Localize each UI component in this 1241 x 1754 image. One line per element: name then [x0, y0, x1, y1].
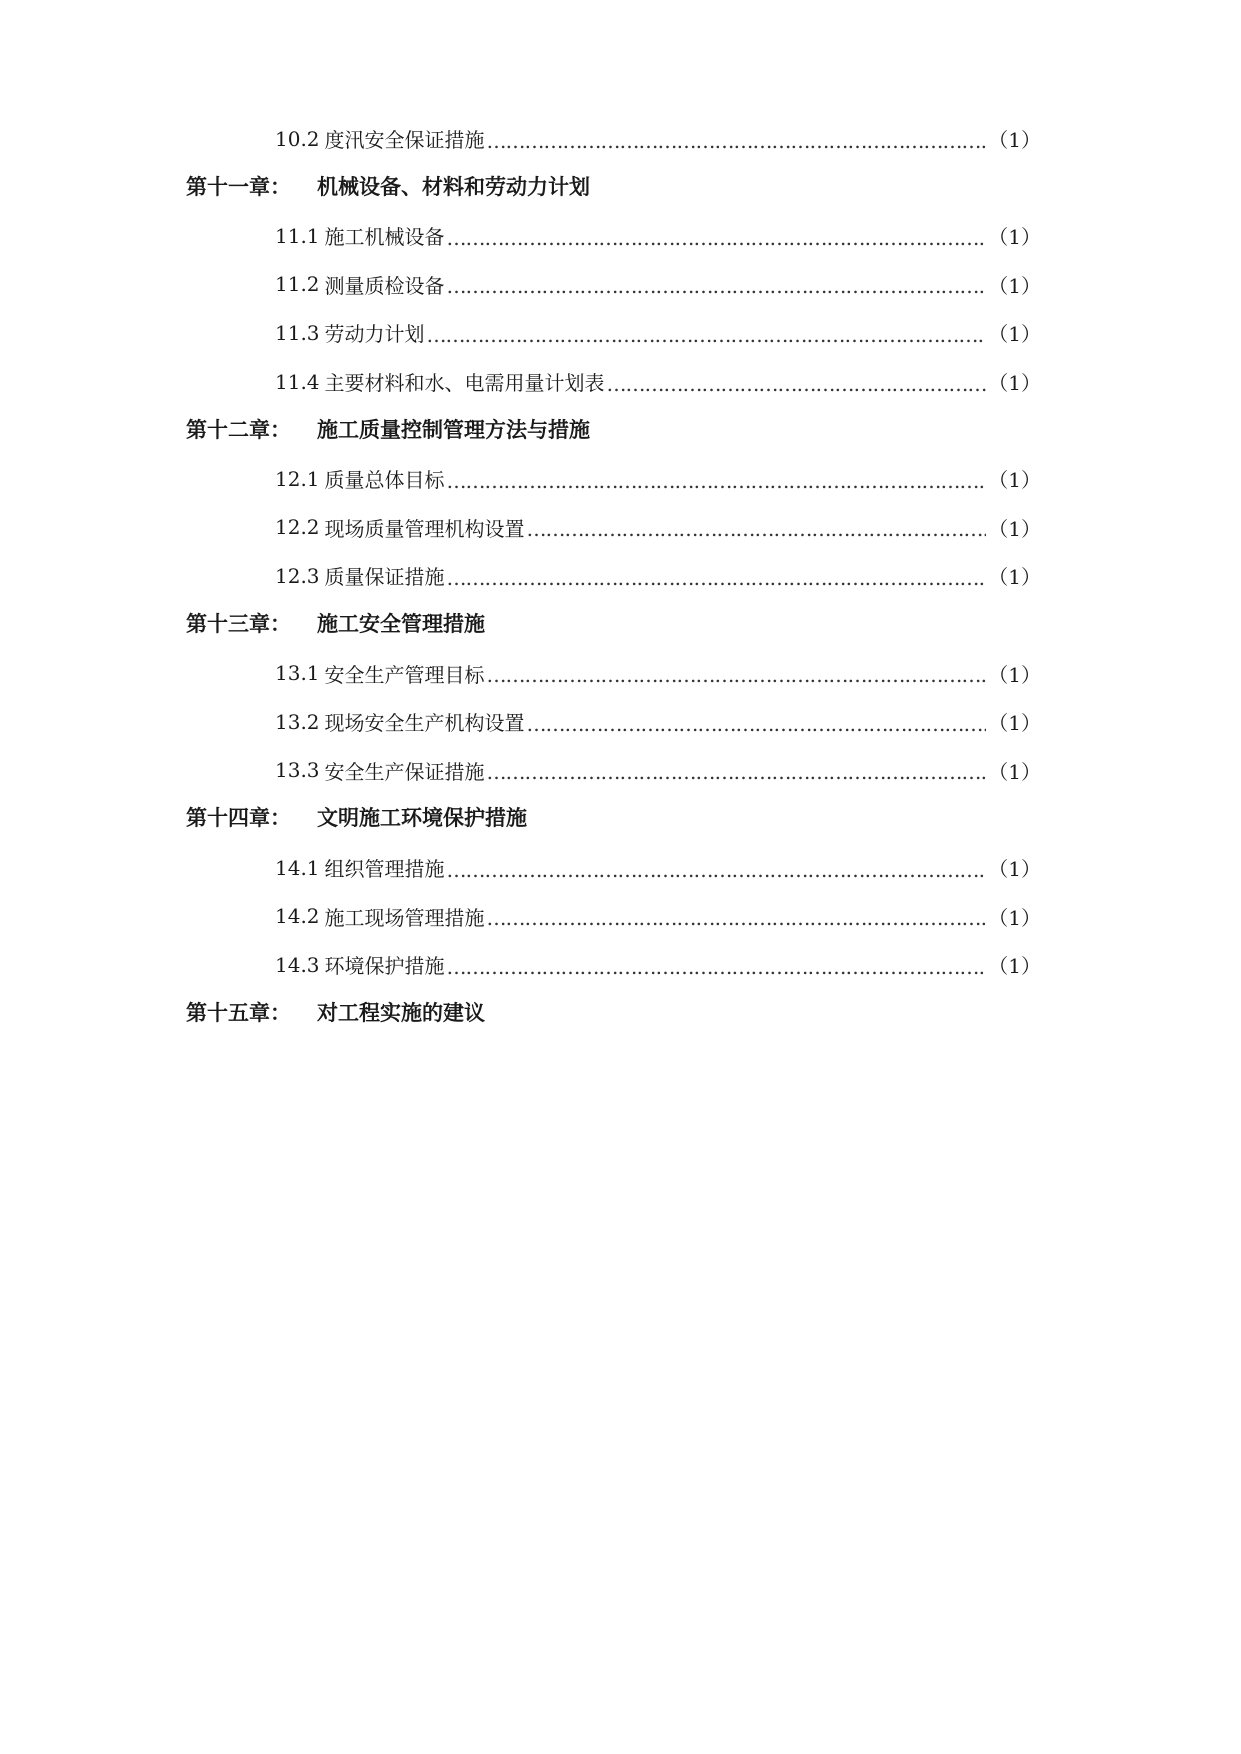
chapter-heading	[186, 794, 527, 843]
page-number: （1）	[988, 905, 1041, 930]
toc-chapter-heading	[0, 989, 1241, 1038]
chapter-title: 施工质量控制管理方法与措施	[317, 417, 590, 442]
toc-entry-line	[275, 940, 1041, 989]
toc-entry	[0, 940, 1241, 989]
section-title: 施工机械设备	[324, 225, 445, 250]
section-number: 14.1	[275, 855, 320, 880]
toc-entry-line	[275, 746, 1041, 795]
page-number: （1）	[988, 954, 1041, 979]
chapter-heading	[186, 406, 590, 455]
dot-leader	[487, 760, 987, 784]
toc-entry	[0, 357, 1241, 406]
section-title: 安全生产管理目标	[324, 662, 485, 687]
page-number: （1）	[988, 371, 1041, 395]
section-title: 环境保护措施	[324, 954, 445, 979]
toc-entry-line	[275, 114, 1041, 163]
section-number: 12.1	[275, 466, 320, 491]
toc-entry	[0, 746, 1241, 795]
section-title: 现场质量管理机构设置	[324, 516, 525, 541]
toc-entry-line	[275, 308, 1041, 357]
toc-entry-line	[275, 454, 1041, 503]
toc-entry	[0, 697, 1241, 746]
page-number: （1）	[988, 322, 1041, 347]
section-number: 12.3	[275, 563, 320, 588]
toc-entry-line	[275, 892, 1041, 941]
section-title: 测量质检设备	[324, 273, 445, 298]
toc-entry-line	[275, 843, 1041, 892]
toc-entry-line	[275, 697, 1041, 746]
toc-chapter-heading	[0, 163, 1241, 212]
page-number: （1）	[988, 128, 1041, 152]
section-number: 11.1	[275, 223, 320, 248]
section-title: 劳动力计划	[324, 322, 425, 347]
page-number: （1）	[988, 565, 1041, 590]
section-title: 度汛安全保证措施	[324, 128, 485, 152]
toc-entry	[0, 211, 1241, 260]
toc-entry	[0, 114, 1241, 163]
page-number: （1）	[988, 759, 1041, 784]
toc-entry-line	[275, 649, 1041, 698]
toc-entry	[0, 503, 1241, 552]
dot-leader	[447, 274, 987, 298]
section-number: 13.1	[275, 661, 320, 686]
section-number: 11.3	[275, 320, 320, 345]
dot-leader	[527, 517, 987, 541]
dot-leader	[607, 372, 987, 396]
section-title: 施工现场管理措施	[324, 905, 485, 930]
chapter-number: 第十三章：	[186, 612, 291, 636]
toc-chapter-heading	[0, 794, 1241, 843]
toc-entry-line	[275, 551, 1041, 600]
toc-entry	[0, 649, 1241, 698]
chapter-heading	[186, 163, 590, 212]
page-number: （1）	[988, 857, 1041, 881]
section-number: 10.2	[275, 126, 320, 151]
dot-leader	[447, 566, 987, 590]
toc-entry-line	[275, 357, 1041, 406]
section-number: 11.4	[275, 369, 320, 394]
page-number: （1）	[988, 225, 1041, 250]
chapter-heading	[186, 600, 485, 649]
section-number: 11.2	[275, 272, 320, 297]
page-number: （1）	[988, 468, 1041, 493]
section-title: 组织管理措施	[324, 857, 445, 881]
toc-entry	[0, 843, 1241, 892]
dot-leader	[487, 663, 987, 687]
toc-entry-line	[275, 260, 1041, 309]
chapter-number: 第十五章：	[186, 1000, 291, 1025]
toc-entry	[0, 454, 1241, 503]
dot-leader	[447, 858, 987, 882]
page-number: （1）	[988, 662, 1041, 687]
chapter-heading	[186, 989, 485, 1038]
section-title: 安全生产保证措施	[324, 759, 485, 784]
section-title: 主要材料和水、电需用量计划表	[324, 371, 605, 395]
page-number: （1）	[988, 273, 1041, 298]
toc-entry	[0, 892, 1241, 941]
chapter-number: 第十一章：	[186, 174, 291, 199]
toc-chapter-heading	[0, 600, 1241, 649]
toc-entry	[0, 551, 1241, 600]
section-number: 14.2	[275, 904, 320, 929]
toc-entry-line	[275, 503, 1041, 552]
section-title: 质量总体目标	[324, 468, 445, 493]
dot-leader	[487, 129, 987, 153]
section-number: 13.3	[275, 758, 320, 783]
chapter-number: 第十四章：	[186, 806, 291, 831]
page-number: （1）	[988, 711, 1041, 736]
chapter-title: 机械设备、材料和劳动力计划	[317, 174, 590, 199]
chapter-title: 文明施工环境保护措施	[317, 806, 527, 831]
section-title: 现场安全生产机构设置	[324, 711, 525, 736]
toc-entry	[0, 308, 1241, 357]
dot-leader	[447, 469, 987, 493]
chapter-number: 第十二章：	[186, 417, 291, 442]
dot-leader	[447, 226, 987, 250]
page-number: （1）	[988, 516, 1041, 541]
toc-chapter-heading	[0, 406, 1241, 455]
dot-leader	[527, 712, 987, 736]
dot-leader	[487, 906, 987, 930]
section-title: 质量保证措施	[324, 565, 445, 590]
dot-leader	[427, 323, 987, 347]
toc-entry	[0, 260, 1241, 309]
dot-leader	[447, 955, 987, 979]
toc-entry-line	[275, 211, 1041, 260]
section-number: 13.2	[275, 709, 320, 734]
chapter-title: 施工安全管理措施	[317, 612, 485, 636]
section-number: 12.2	[275, 515, 320, 540]
section-number: 14.3	[275, 952, 320, 977]
chapter-title: 对工程实施的建议	[317, 1000, 485, 1025]
